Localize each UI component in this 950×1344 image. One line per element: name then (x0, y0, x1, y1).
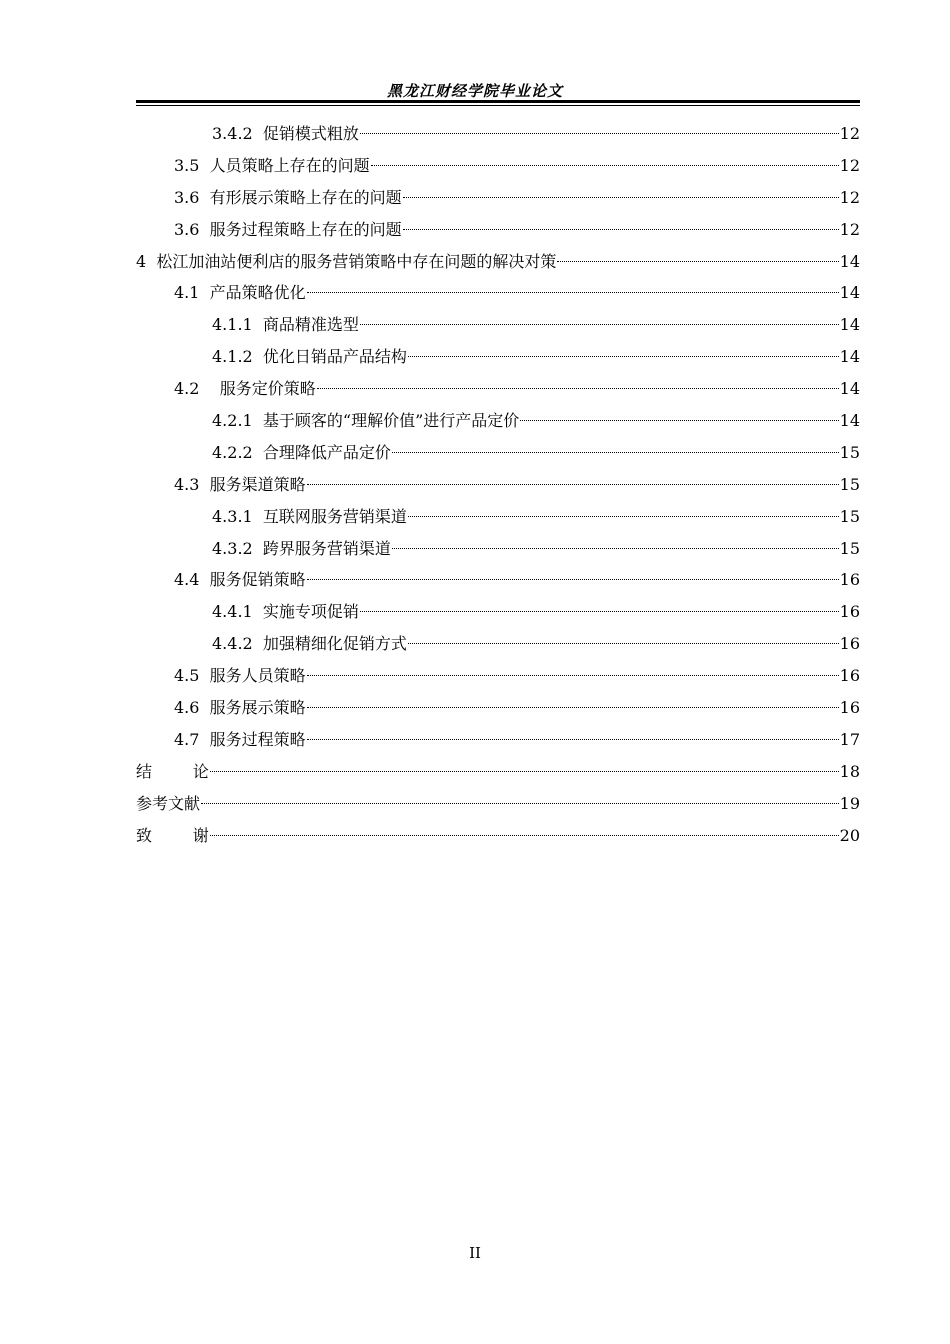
toc-dot-leader (403, 229, 839, 230)
toc-entry-number: 4.4 (174, 570, 210, 590)
toc-entry[interactable] (136, 628, 860, 660)
header-rule-thin (136, 105, 860, 106)
toc-entry-title: 结 论 (136, 761, 209, 781)
toc-entry-number: 4.2.2 (212, 442, 263, 462)
toc-dot-leader (408, 356, 839, 357)
toc-entry-title: 服务人员策略 (209, 666, 306, 686)
toc-dot-leader (307, 292, 839, 293)
toc-entry-number: 3.5 (174, 155, 210, 175)
toc-entry-number: 4.2 (174, 379, 220, 399)
toc-entry[interactable] (136, 246, 860, 278)
toc-entry-page: 19 (839, 793, 860, 813)
toc-dot-leader (307, 579, 839, 580)
toc-entry-title: 服务过程策略上存在的问题 (209, 219, 402, 239)
toc-dot-leader (408, 643, 839, 644)
toc-dot-leader (520, 420, 838, 421)
toc-entry[interactable] (136, 437, 860, 469)
toc-entry-title: 互联网服务营销渠道 (262, 506, 407, 526)
toc-entry-number: 4 (136, 251, 157, 271)
toc-entry-title: 服务过程策略 (209, 729, 306, 749)
toc-entry-number: 3.6 (174, 219, 210, 239)
toc-entry-page: 15 (839, 538, 860, 558)
toc-entry-title: 跨界服务营销渠道 (262, 538, 391, 558)
toc-entry-page: 14 (839, 251, 860, 271)
toc-entry-title: 服务促销策略 (209, 570, 306, 590)
toc-dot-leader (307, 675, 839, 676)
toc-entry-page: 15 (839, 474, 860, 494)
toc-entry[interactable] (136, 277, 860, 309)
toc-dot-leader (201, 803, 839, 804)
toc-dot-leader (307, 484, 839, 485)
toc-entry-page: 15 (839, 506, 860, 526)
toc-entry-title: 优化日销品产品结构 (262, 347, 407, 367)
toc-entry-page: 12 (839, 155, 860, 175)
toc-dot-leader (392, 548, 839, 549)
toc-entry-page: 12 (839, 219, 860, 239)
toc-entry-title: 促销模式粗放 (262, 124, 359, 143)
toc-entry-title: 参考文献 (136, 793, 201, 813)
toc-entry-number: 4.5 (174, 666, 210, 686)
page-number: II (469, 1244, 481, 1262)
toc-dot-leader (392, 452, 839, 453)
toc-dot-leader (307, 707, 839, 708)
toc-dot-leader (557, 261, 838, 262)
toc-entry[interactable] (136, 309, 860, 341)
toc-dot-leader (371, 165, 839, 166)
toc-entry-number: 4.3.2 (212, 538, 263, 558)
toc-entry-number: 4.1.1 (212, 315, 263, 335)
toc-entry[interactable] (136, 596, 860, 628)
toc-entry-title: 人员策略上存在的问题 (209, 155, 370, 175)
toc-entry-number: 3.6 (174, 187, 210, 207)
toc-entry[interactable] (136, 469, 860, 501)
toc-entry-title: 合理降低产品定价 (262, 442, 391, 462)
toc-dot-leader (210, 771, 839, 772)
toc-entry-title: 产品策略优化 (209, 283, 306, 303)
toc-entry-number: 4.7 (174, 729, 210, 749)
toc-entry-title: 致 谢 (136, 825, 209, 845)
toc-entry[interactable] (136, 724, 860, 756)
toc-entry-number: 4.6 (174, 698, 210, 718)
toc-entry-page: 14 (839, 411, 860, 431)
toc-dot-leader (403, 197, 839, 198)
toc-entry[interactable] (136, 501, 860, 533)
toc-entry[interactable] (136, 788, 860, 820)
toc-entry-number: 4.3.1 (212, 506, 263, 526)
toc-entry[interactable] (136, 341, 860, 373)
toc-entry[interactable] (136, 756, 860, 788)
toc-entry-number: 4.2.1 (212, 411, 263, 431)
toc-entry-number: 4.3 (174, 474, 210, 494)
toc-entry-page: 18 (839, 761, 860, 781)
toc-entry[interactable] (136, 150, 860, 182)
toc-entry-page: 17 (839, 729, 860, 749)
toc-entry-number: 4.4.1 (212, 602, 263, 622)
toc-entry-title: 有形展示策略上存在的问题 (209, 187, 402, 207)
toc-entry-title: 服务定价策略 (219, 379, 316, 399)
toc-entry-page: 16 (839, 602, 860, 622)
toc-dot-leader (210, 835, 839, 836)
toc-entry[interactable] (136, 405, 860, 437)
toc-entry[interactable] (136, 118, 860, 150)
toc-entry[interactable] (136, 182, 860, 214)
toc-entry-title: 实施专项促销 (262, 602, 359, 622)
toc-dot-leader (360, 324, 839, 325)
toc-entry-title: 服务展示策略 (209, 698, 306, 718)
toc-entry-page: 20 (839, 825, 860, 845)
toc-entry-number: 3.4.2 (212, 124, 263, 143)
toc-dot-leader (317, 388, 839, 389)
toc-entry-page: 16 (839, 570, 860, 590)
toc-dot-leader (307, 739, 839, 740)
toc-entry-title: 加强精细化促销方式 (262, 634, 407, 654)
toc-entry-number: 4.4.2 (212, 634, 263, 654)
toc-entry[interactable] (136, 660, 860, 692)
toc-entry-page: 16 (839, 666, 860, 686)
toc-entry-title: 基于顾客的“理解价值”进行产品定价 (262, 411, 520, 431)
running-header-title: 黑龙江财经学院毕业论文 (386, 82, 563, 100)
toc-dot-leader (408, 516, 839, 517)
toc-entry[interactable] (136, 564, 860, 596)
toc-entry-page: 16 (839, 634, 860, 654)
toc-entry-page: 12 (839, 124, 860, 143)
toc-entry-number: 4.1 (174, 283, 210, 303)
toc-entry-title: 服务渠道策略 (209, 474, 306, 494)
toc-entry-page: 14 (839, 347, 860, 367)
toc-entry-page: 14 (839, 283, 860, 303)
header-rule-thick (136, 100, 860, 103)
toc-entry-title: 商品精准选型 (262, 315, 359, 335)
toc-dot-leader (360, 133, 839, 134)
toc-entry-page: 14 (839, 379, 860, 399)
toc-entry[interactable] (136, 820, 860, 852)
toc-entry-page: 12 (839, 187, 860, 207)
toc-entry[interactable] (136, 373, 860, 405)
toc-entry-page: 14 (839, 315, 860, 335)
toc-entry-page: 16 (839, 698, 860, 718)
toc-entry-number: 4.1.2 (212, 347, 263, 367)
toc-entry[interactable] (136, 533, 860, 565)
toc-entry-title: 松江加油站便利店的服务营销策略中存在问题的解决对策 (156, 251, 557, 271)
table-of-contents (136, 118, 860, 851)
toc-entry-page: 15 (839, 442, 860, 462)
toc-dot-leader (360, 611, 839, 612)
toc-entry[interactable] (136, 214, 860, 246)
toc-entry[interactable] (136, 692, 860, 724)
